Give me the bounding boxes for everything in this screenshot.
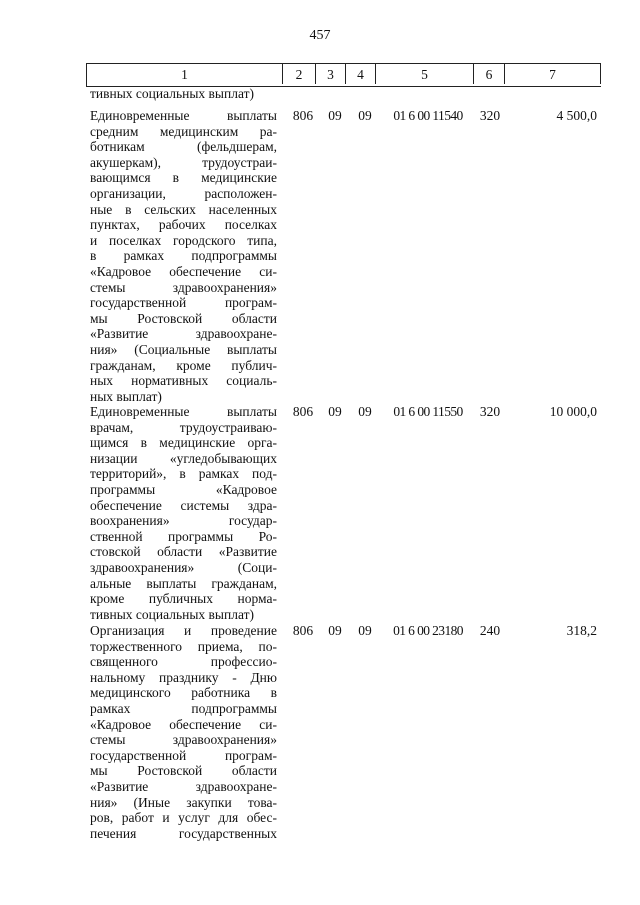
section-code: 09 (328, 108, 342, 123)
row-description (90, 108, 277, 404)
target-article-code: 01 6 00 11550 (393, 404, 463, 419)
description-line: ные в сельских населенных (90, 201, 277, 217)
description-line: альные выплаты гражданам, (90, 575, 277, 591)
header-col-7: 7 (505, 64, 601, 84)
description-line: программы «Кадровое (90, 481, 277, 497)
description-line: стемы здравоохранения» (90, 732, 277, 748)
description-line: щимся в медицинские орга- (90, 435, 277, 451)
continuation-text: тивных социальных выплат) (90, 86, 254, 101)
target-article-code: 01 6 00 23180 (393, 623, 463, 638)
description-line: вающимся в медицинские (90, 170, 277, 186)
description-line: «Кадровое обеспечение си- (90, 263, 277, 279)
row-description (90, 404, 277, 622)
description-line: акушеркам), трудоустраи- (90, 154, 277, 170)
expense-type-code: 240 (479, 623, 501, 638)
description-line: кроме публичных норма- (90, 591, 277, 607)
section-code: 09 (328, 404, 342, 419)
amount-value: 10 000,0 (549, 404, 597, 419)
description-line: средним медицинским ра- (90, 123, 277, 139)
header-col-3: 3 (316, 64, 346, 84)
description-line: печения государственных (90, 825, 277, 841)
description-line: «Развитие здравоохране- (90, 326, 277, 342)
description-line: воохранения» государ- (90, 513, 277, 529)
description-line: «Кадровое обеспечение си- (90, 716, 277, 732)
description-line: «Развитие здравоохране- (90, 778, 277, 794)
header-col-2: 2 (283, 64, 316, 84)
expense-type-code: 320 (479, 404, 501, 419)
header-col-5: 5 (376, 64, 474, 84)
description-line: врачам, трудоустраиваю- (90, 419, 277, 435)
description-line: здравоохранения» (Соци- (90, 559, 277, 575)
description-line: нальному празднику - Дню (90, 669, 277, 685)
amount-value: 4 500,0 (556, 108, 597, 123)
description-line: ных нормативных социаль- (90, 373, 277, 389)
description-line: медицинского работника в (90, 685, 277, 701)
description-line: ботникам (фельдшерам, (90, 139, 277, 155)
description-line: Единовременные выплаты (90, 404, 277, 419)
header-col-1: 1 (87, 64, 283, 84)
target-article-code: 01 6 00 11540 (393, 108, 463, 123)
description-line: Организация и проведение (90, 623, 277, 638)
header-col-6: 6 (474, 64, 505, 84)
ministry-code: 806 (292, 108, 314, 123)
table-header-row (86, 63, 601, 87)
section-code: 09 (328, 623, 342, 638)
expense-type-code: 320 (479, 108, 501, 123)
description-line: и поселках городского типа, (90, 232, 277, 248)
description-line: обеспечение системы здра- (90, 497, 277, 513)
subsection-code: 09 (358, 623, 372, 638)
description-line: организации, расположен- (90, 185, 277, 201)
row-description (90, 623, 277, 841)
description-line: ных выплат) (90, 388, 162, 404)
ministry-code: 806 (292, 404, 314, 419)
description-line: священного профессио- (90, 654, 277, 670)
description-line: тивных социальных выплат) (90, 606, 254, 622)
description-line: низации «угледобывающих (90, 450, 277, 466)
description-line: территорий», в рамках под- (90, 466, 277, 482)
subsection-code: 09 (358, 404, 372, 419)
header-col-4: 4 (346, 64, 376, 84)
description-line: государственной програм- (90, 747, 277, 763)
description-line: ния» (Социальные выплаты (90, 341, 277, 357)
description-line: мы Ростовской области (90, 763, 277, 779)
amount-value: 318,2 (566, 623, 597, 638)
description-line: мы Ростовской области (90, 310, 277, 326)
ministry-code: 806 (292, 623, 314, 638)
description-line: в рамках подпрограммы (90, 248, 277, 264)
subsection-code: 09 (358, 108, 372, 123)
description-line: Единовременные выплаты (90, 108, 277, 123)
description-line: ров, работ и услуг для обес- (90, 810, 277, 826)
description-line: пунктах, рабочих поселках (90, 217, 277, 233)
description-line: ственной программы Ро- (90, 528, 277, 544)
description-line: стемы здравоохранения» (90, 279, 277, 295)
description-line: рамках подпрограммы (90, 700, 277, 716)
description-line: гражданам, кроме публич- (90, 357, 277, 373)
description-line: ния» (Иные закупки това- (90, 794, 277, 810)
description-line: стовской области «Развитие (90, 544, 277, 560)
description-line: государственной програм- (90, 295, 277, 311)
description-line: торжественного приема, по- (90, 638, 277, 654)
page-number: 457 (309, 28, 331, 43)
